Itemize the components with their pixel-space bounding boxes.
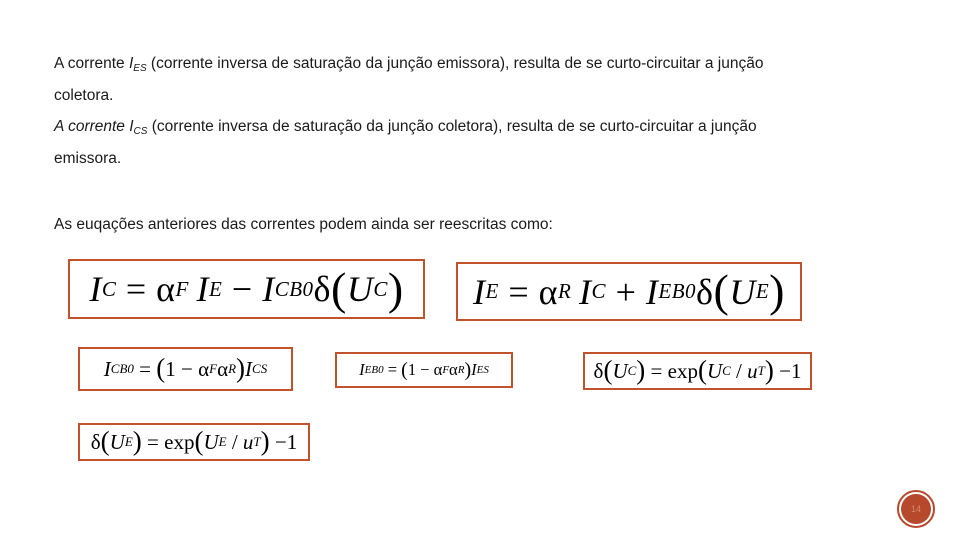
paragraph-ies-line2: coletora.: [54, 87, 114, 104]
ies-symbol: [129, 55, 147, 72]
slide-number: 14: [901, 494, 931, 524]
paragraph-ies-line1: [54, 56, 763, 74]
paragraph-ics-prefix: A corrente I: [54, 118, 134, 135]
equation-ie: I E = α R I C + I EB0 δ ( U E ): [456, 262, 802, 321]
equation-delta-uc: δ ( U C ) = exp ( U C / u T ) −1: [583, 352, 812, 390]
paragraph-ies-rest: (corrente inversa de saturação da junção emissora), resulta de se curto-circuitar a junção: [146, 55, 764, 72]
paragraph-ics-line1: [54, 119, 757, 137]
equation-ieb0: I EB0 = ( 1 − α F α R ) I ES: [335, 352, 513, 388]
ics-subscript: CS: [133, 126, 148, 137]
ies-symbol-letter: I: [128, 55, 134, 72]
paragraph-rewritten-intro: As euqações anteriores das correntes podem ainda ser reescritas como:: [54, 216, 553, 233]
slide-number-badge: [897, 490, 935, 528]
equation-icb0: I CB0 = ( 1 − α F α R ) I CS: [78, 347, 293, 391]
ies-subscript: ES: [133, 63, 147, 74]
paragraph-ics-line2: emissora.: [54, 150, 122, 167]
equation-ic: I C = α F I E − I CB0 δ ( U C ): [68, 259, 425, 319]
paragraph-ies-prefix: A corrente: [54, 55, 129, 72]
paragraph-ics-rest: (corrente inversa de saturação da junção coletora), resulta de se curto-circuitar a junção: [147, 118, 757, 135]
equation-delta-ue: δ ( U E ) = exp ( U E / u T ) −1: [78, 423, 310, 461]
